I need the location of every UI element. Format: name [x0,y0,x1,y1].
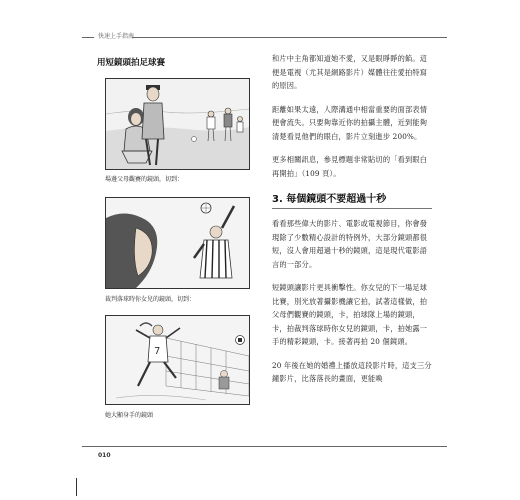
right-column [272,52,432,396]
paragraph-2: 距離如果太遠，人際溝通中相當重要的面部表情便會流失。只要夠靠近你的拍攝主體，近到能夠清楚看見他們的眼白，影片立刻進步 200%。 [272,104,428,141]
illustration-referee [105,197,250,289]
paragraph-5: 短鏡頭讓影片更具衝擊性。你女兒的下一場足球比賽，別光放著攝影機讓它拍，試著這樣做，拍父母們觀賽的鏡頭，卡，拍球隊上場的鏡頭，卡，拍裁判落球時你女兒的鏡頭，卡，拍她露一手的精彩鏡頭，卡。接著再拍 20 個鏡頭。 [272,283,428,346]
sketch-parents [106,79,249,169]
running-title: 快速上手指南 [98,33,135,40]
header-rule-left [82,37,94,38]
svg-text:7: 7 [154,346,161,357]
sketch-referee [106,198,249,288]
caption-1: 場邊父母觀賽的鏡頭，切到： [105,176,184,183]
footer-rule [82,446,447,447]
paragraph-1: 和片中主角都知道她不愛，又是眼睜睜的餡。這便是電視（尤其是網路影片）媒體往往愛拍特寫的原因。 [272,54,428,90]
paragraph-3: 更多相關訊息，參見標題非常貼切的「看到眼白再開拍」（109 頁）。 [272,155,428,178]
caption-3: 她大顯身手的鏡頭 [105,412,154,419]
caption-2: 裁判落球時你女兒的鏡頭，切到： [105,296,196,303]
paragraph-4: 看看那些偉大的影片、電影或電視節目，你會發現除了少數精心設計的特例外，大部分鏡頭都很短，沒人會用超過十秒的鏡頭，這是現代電影語言的一部分。 [272,219,428,269]
header-rule [132,37,447,38]
crop-mark [76,478,77,496]
subheading: 3. 每個鏡頭不要超過十秒 [272,194,387,205]
sketch-daughter-kick [106,316,249,404]
subheading-rule [272,208,432,209]
paragraph-6: 20 年後在她的婚禮上播放這段影片時，這支三分鐘影片，比落落長的畫面，更能喚 [272,360,432,383]
illustration-daughter-action [105,315,250,405]
section-title: 用短鏡頭拍足球賽 [97,58,166,68]
illustration-parents-watching [105,78,250,170]
running-header [82,31,447,43]
page-number: 010 [98,452,111,459]
